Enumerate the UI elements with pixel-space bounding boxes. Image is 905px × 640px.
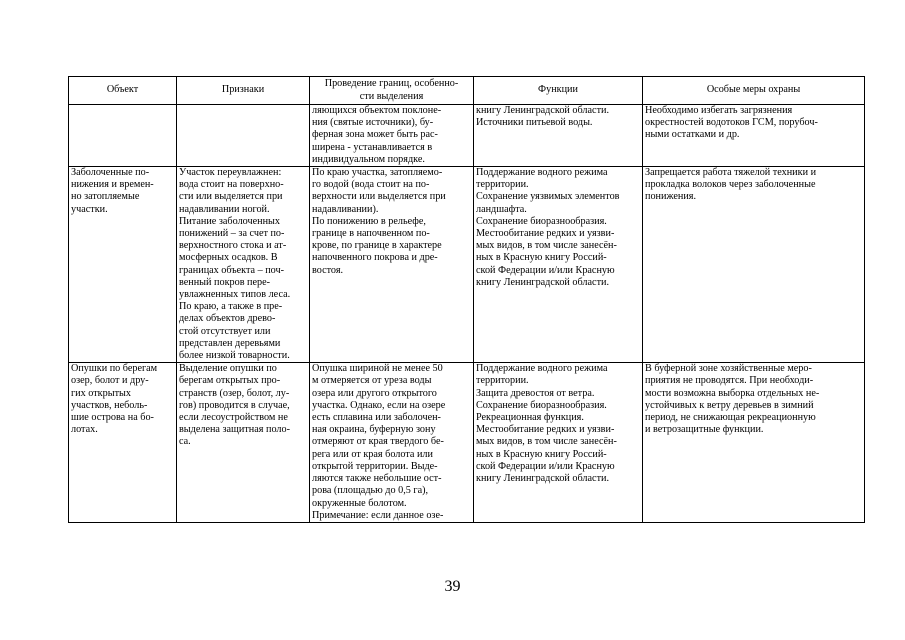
cell-line: ляющихся объектом поклоне- xyxy=(312,105,442,116)
cell-line: приятия не проводятся. При необходи- xyxy=(645,375,814,387)
document-page xyxy=(68,76,864,523)
header-line: Объект xyxy=(106,84,139,96)
cell-line: ния (святые источники), бу- xyxy=(312,117,434,129)
cell-line: Участок переувлажнен: xyxy=(179,167,282,179)
cell-line: сти или выделяется при xyxy=(179,191,283,203)
cell-object xyxy=(69,167,177,363)
cell-line: верхности или выделяется при xyxy=(312,191,446,203)
cell-line: ная окраина, буферную зону xyxy=(312,424,436,436)
cell-line: ными остатками и др. xyxy=(645,129,740,141)
cell-line: территории. xyxy=(476,179,529,191)
cell-line: По краю, а также в пре- xyxy=(179,301,283,313)
cell-line: окруженные болотом. xyxy=(312,497,407,509)
cell-line: участка. Однако, если на озере xyxy=(312,399,446,411)
cell-features xyxy=(177,167,310,363)
cell-line: верхностного стока и ат- xyxy=(179,240,287,252)
cell-line: гих открытых xyxy=(71,387,131,399)
cell-line: м отмеряется от уреза воды xyxy=(312,375,432,387)
header-protection xyxy=(643,77,865,105)
cell-functions xyxy=(474,105,643,167)
cell-object xyxy=(69,105,177,167)
cell-line: нижения и времен- xyxy=(71,179,154,191)
cell-line: са. xyxy=(179,436,191,448)
header-features xyxy=(177,77,310,105)
cell-line: Поддержание водного режима xyxy=(476,167,608,179)
cell-features xyxy=(177,363,310,523)
cell-line: индивидуальном порядке. xyxy=(312,153,425,165)
cell-line: границе в напочвенном по- xyxy=(312,228,430,240)
header-line: Особые меры охраны xyxy=(706,84,801,96)
cell-line: озера или другого открытого xyxy=(312,387,437,399)
cell-line: но затопляемые xyxy=(71,191,140,203)
cell-line: лотах. xyxy=(71,424,98,436)
cell-line: Сохранение биоразнообразия. xyxy=(476,399,607,411)
cell-line: Местообитание редких и уязви- xyxy=(476,228,615,240)
cell-line: Местообитание редких и уязви- xyxy=(476,424,615,436)
header-line: сти выделения xyxy=(359,90,424,102)
cell-line: По понижению в рельефе, xyxy=(312,215,426,227)
cell-features xyxy=(177,105,310,167)
cell-line: территории. xyxy=(476,375,529,387)
cell-line: Заболоченные по- xyxy=(71,167,150,179)
cell-line: Источники питьевой воды. xyxy=(476,117,593,129)
header-functions xyxy=(474,77,643,105)
cell-line: стой отсутствует или xyxy=(179,325,271,337)
cell-line: период, не снижающая рекреационную xyxy=(645,412,816,424)
cell-line: ширена - устанавливается в xyxy=(312,141,433,153)
cell-line: понижения. xyxy=(645,191,697,203)
cell-boundaries xyxy=(310,363,474,523)
cell-line: В буферной зоне хозяйственные меро- xyxy=(645,363,812,375)
table-row xyxy=(69,363,865,523)
cell-line: Примечание: если данное озе- xyxy=(312,509,444,521)
table-row xyxy=(69,167,865,363)
cell-line: ской Федерации и/или Красную xyxy=(476,264,615,276)
cell-line: озер, болот и дру- xyxy=(71,375,149,387)
cell-line: участки. xyxy=(71,203,108,215)
cell-line: понижений – за счет по- xyxy=(179,228,285,240)
cell-line: мых видов, в том числе занесён- xyxy=(476,436,617,448)
cell-line: Питание заболоченных xyxy=(179,215,280,227)
cell-line: венный покров пере- xyxy=(179,276,271,288)
cell-line: Защита древостоя от ветра. xyxy=(476,387,595,399)
cell-line: выделена защитная поло- xyxy=(179,424,290,436)
cell-line: делах объектов древо- xyxy=(179,313,276,325)
cell-line: странств (озер, болот, лу- xyxy=(179,387,290,399)
cell-line: Необходимо избегать загрязнения xyxy=(645,105,793,116)
table-row xyxy=(69,105,865,167)
cell-line: устойчивых к ветру деревьев в зимний xyxy=(645,399,814,411)
cell-protection xyxy=(643,363,865,523)
cell-line: Сохранение биоразнообразия. xyxy=(476,215,607,227)
cell-functions xyxy=(474,363,643,523)
cell-boundaries xyxy=(310,105,474,167)
cell-line: ляются также небольшие ост- xyxy=(312,473,442,485)
cell-boundaries xyxy=(310,167,474,363)
header-line: Проведение границ, особенно- xyxy=(324,78,459,90)
page-number: 39 xyxy=(444,578,461,595)
cell-line: Выделение опушки по xyxy=(179,363,277,375)
cell-line: отмеряют от края твердого бе- xyxy=(312,436,444,448)
cell-protection xyxy=(643,167,865,363)
cell-line: шие острова на бо- xyxy=(71,412,154,424)
cell-line: представлен деревьями xyxy=(179,337,281,349)
cell-line: если лесоустройством не xyxy=(179,412,288,424)
cell-line: По краю участка, затопляемо- xyxy=(312,167,443,179)
cell-line: берегам открытых про- xyxy=(179,375,281,387)
cell-line: мости возможна выборка отдельных не- xyxy=(645,387,820,399)
cell-line: ферная зона может быть рас- xyxy=(312,129,438,141)
cell-line: ландшафта. xyxy=(476,203,527,215)
cell-line: Рекреационная функция. xyxy=(476,412,584,424)
cell-line: прокладка волоков через заболоченные xyxy=(645,179,816,191)
header-boundaries xyxy=(310,77,474,105)
cell-line: Опушка шириной не менее 50 xyxy=(312,363,443,375)
cell-line: книгу Ленинградской области. xyxy=(476,276,610,288)
cell-line: ской Федерации и/или Красную xyxy=(476,460,615,472)
cell-functions xyxy=(474,167,643,363)
cell-line: крове, по границе в характере xyxy=(312,240,442,252)
cell-line: надавливании ногой. xyxy=(179,203,270,215)
cell-line: книгу Ленинградской области. xyxy=(476,105,610,116)
header-line: Функции xyxy=(538,84,578,96)
cell-line: Сохранение уязвимых элементов xyxy=(476,191,620,203)
header-object xyxy=(69,77,177,105)
cell-line: границах объекта – поч- xyxy=(179,264,285,276)
cell-line: вода стоит на поверхно- xyxy=(179,179,284,191)
cell-line: го водой (вода стоит на по- xyxy=(312,179,430,191)
cell-line: напочвенного покрова и дре- xyxy=(312,252,438,264)
cell-line: надавливании). xyxy=(312,203,379,215)
cell-line: увлажненных типов леса. xyxy=(179,289,291,301)
cell-protection xyxy=(643,105,865,167)
cell-line: рова (площадью до 0,5 га), xyxy=(312,485,429,497)
cell-line: и ветрозащитные функции. xyxy=(645,424,764,436)
conservation-table xyxy=(68,76,865,523)
cell-line: рега или от края болота или xyxy=(312,448,433,460)
cell-line: Поддержание водного режима xyxy=(476,363,608,375)
cell-object xyxy=(69,363,177,523)
cell-line: есть сплавина или заболочен- xyxy=(312,412,441,424)
cell-line: гов) проводится в случае, xyxy=(179,399,290,411)
cell-line: книгу Ленинградской области. xyxy=(476,473,610,485)
cell-line: мых видов, в том числе занесён- xyxy=(476,240,617,252)
cell-line: востоя. xyxy=(312,264,344,276)
cell-line: ных в Красную книгу Россий- xyxy=(476,252,607,264)
cell-line: окрестностей водотоков ГСМ, порубоч- xyxy=(645,117,818,129)
cell-line: более низкой товарности. xyxy=(179,350,290,362)
table-header-row xyxy=(69,77,865,105)
cell-line: Опушки по берегам xyxy=(71,363,158,375)
header-line: Признаки xyxy=(221,84,265,96)
cell-line: Запрещается работа тяжелой техники и xyxy=(645,167,817,179)
cell-line: участков, неболь- xyxy=(71,399,148,411)
cell-line: открытой территории. Выде- xyxy=(312,460,438,472)
cell-line: мосферных осадков. В xyxy=(179,252,278,264)
cell-line: ных в Красную книгу Россий- xyxy=(476,448,607,460)
